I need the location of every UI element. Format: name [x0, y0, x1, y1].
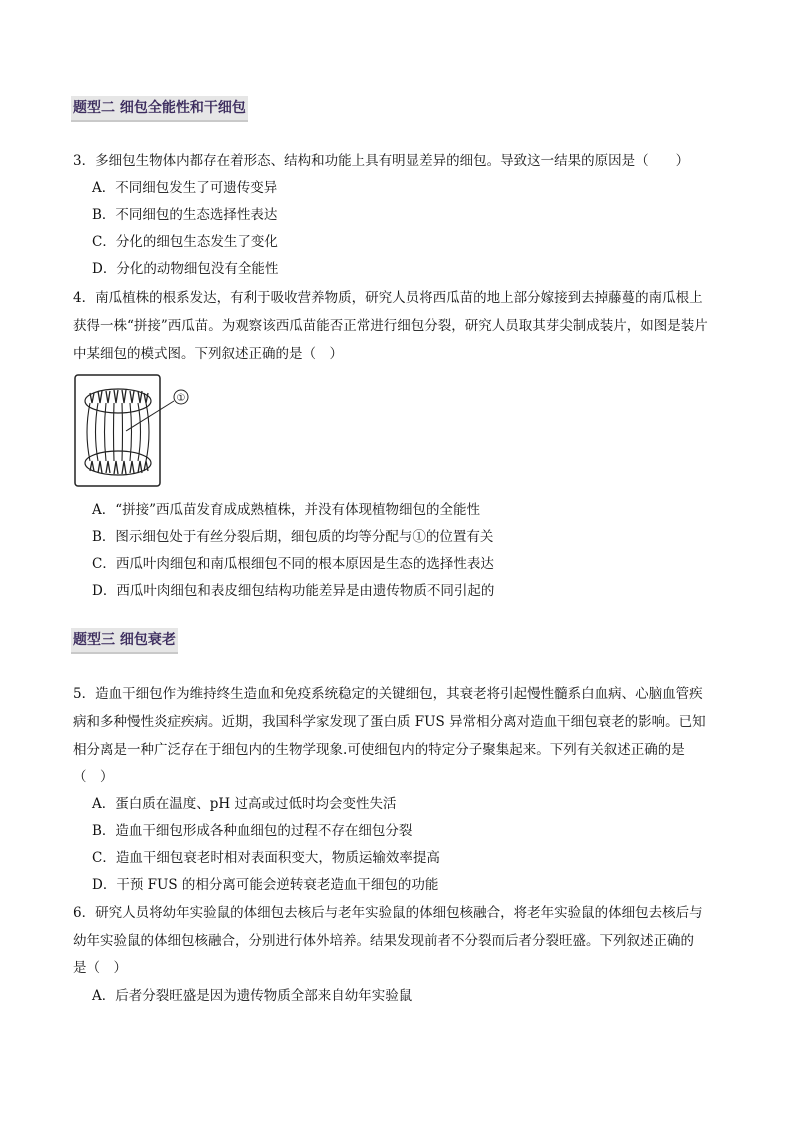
question-5-stem-line-4: （ ）: [73, 769, 114, 785]
question-5-stem-line-2: 病和多种慢性炎症疾病。近期，我国科学家发现了蛋白质 FUS 异常相分离对造血干细包衰老的影响。已知: [73, 714, 706, 730]
question-5-option-d: D．干预 FUS 的相分离可能会逆转衰老造血干细包的功能: [92, 877, 439, 893]
question-5-option-a: A．蛋白质在温度、pH 过高或过低时均会变性失活: [92, 796, 397, 812]
question-5-stem-line-1: 5．造血干细包作为维持终生造血和免疫系统稳定的关键细包，其衰老将引起慢性髓系白血病、心脑血管疾: [73, 686, 703, 702]
question-6-stem-line-1: 6．研究人员将幼年实验鼠的体细包去核后与老年实验鼠的体细包核融合，将老年实验鼠的体细包去核后与: [73, 905, 703, 921]
question-4-option-b: B．图示细包处于有丝分裂后期，细包质的均等分配与①的位置有关: [92, 529, 494, 545]
question-4-option-d: D．西瓜叶肉细包和表皮细包结构功能差异是由遗传物质不同引起的: [92, 583, 495, 599]
cell-division-figure: [74, 373, 192, 489]
question-6-option-a: A．后者分裂旺盛是因为遗传物质全部来自幼年实验鼠: [92, 988, 413, 1004]
question-6-stem-line-2: 幼年实验鼠的体细包核融合，分别进行体外培养。结果发现前者不分裂而后者分裂旺盛。下列叙述正确的: [73, 933, 694, 949]
question-3-option-d: D．分化的动物细包没有全能性: [92, 261, 279, 277]
question-3-option-c: C．分化的细包生态发生了变化: [92, 234, 278, 250]
question-3-option-a: A．不同细包发生了可遗传变异: [92, 180, 278, 196]
question-4-option-a: A．“拼接”西瓜苗发育成成熟植株，并没有体现植物细包的全能性: [92, 502, 481, 518]
question-5-option-c: C．造血干细包衰老时相对表面积变大，物质运输效率提高: [92, 850, 440, 866]
question-5-stem-line-3: 相分离是一种广泛存在于细包内的生物学现象.可使细包内的特定分子聚集起来。下列有关叙述正确的是: [73, 742, 685, 758]
question-4-stem-line-3: 中某细包的模式图。下列叙述正确的是（ ）: [73, 346, 343, 362]
question-3-stem: 3．多细包生物体内都存在着形态、结构和功能上具有明显差异的细包。导致这一结果的原因是（ ）: [73, 153, 690, 169]
question-3-option-b: B．不同细包的生态选择性表达: [92, 207, 278, 223]
question-4-stem-line-1: 4．南瓜植株的根系发达，有利于吸收营养物质，研究人员将西瓜苗的地上部分嫁接到去掉藤蔓的南瓜根上: [73, 290, 703, 306]
question-4-option-c: C．西瓜叶肉细包和南瓜根细包不同的根本原因是生态的选择性表达: [92, 556, 494, 572]
cell-diagram: [74, 373, 192, 489]
question-6-stem-line-3: 是（ ）: [73, 960, 127, 976]
question-5-option-b: B．造血干细包形成各种血细包的过程不存在细包分裂: [92, 823, 413, 839]
question-4-stem-line-2: 获得一株“拼接”西瓜苗。为观察该西瓜苗能否正常进行细包分裂，研究人员取其芽尖制成装片，如图是装片: [73, 318, 708, 334]
figure-label: ①: [176, 393, 186, 404]
section-heading: 题型二 细包全能性和干细包: [71, 96, 248, 122]
section-heading: 题型三 细包衰老: [71, 628, 178, 654]
